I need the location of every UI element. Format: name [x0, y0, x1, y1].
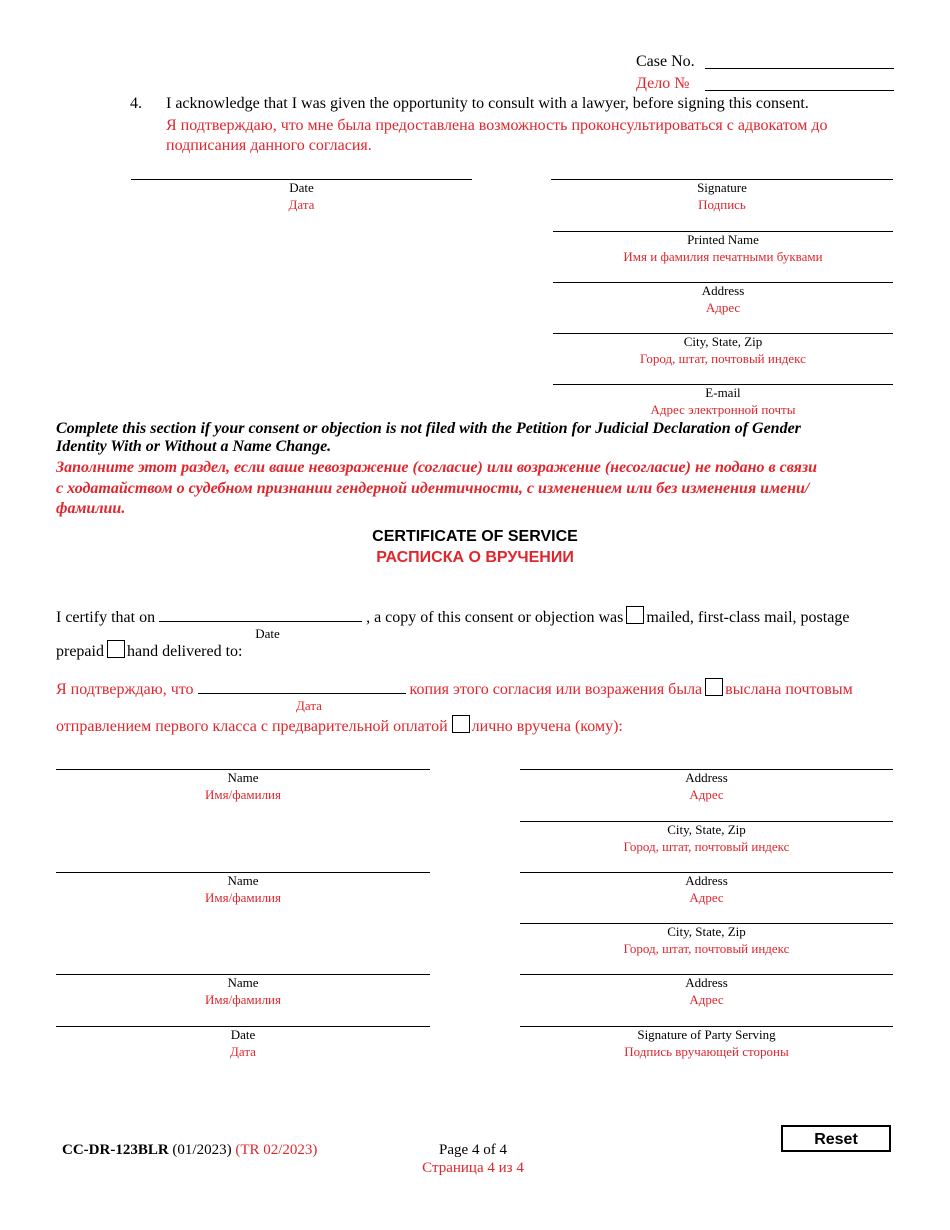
printed-name-field[interactable]	[553, 231, 893, 265]
served-city-caption-ru-2: Город, штат, почтовый индекс	[623, 940, 790, 956]
certify-text-5: hand delivered to:	[126, 643, 243, 660]
served-address-field-3[interactable]	[520, 974, 893, 1008]
party-serving-signature-caption-ru: Подпись вручающей стороны	[624, 1043, 789, 1059]
certify-line-ru-1	[56, 678, 853, 700]
date-field[interactable]	[131, 179, 472, 213]
certify-ru-text-4: отправлением первого класса с предварительной оплатой	[56, 718, 448, 735]
party-serving-signature-caption: Signature of Party Serving	[637, 1027, 776, 1042]
city-caption-ru: Город, штат, почтовый индекс	[640, 350, 806, 366]
signature-field[interactable]	[551, 179, 893, 213]
party-serving-signature-field[interactable]	[520, 1026, 893, 1060]
case-no-label: Case No.	[636, 53, 695, 70]
instruction-line-2: Identity With or Without a Name Change.	[56, 438, 332, 455]
served-city-field-2[interactable]	[520, 923, 893, 957]
certify-text-2: , a copy of this consent or objection was	[366, 609, 624, 626]
served-city-caption-1: City, State, Zip	[667, 822, 746, 837]
city-field[interactable]	[553, 333, 893, 367]
certify-ru-text-3: выслана почтовым	[725, 681, 853, 698]
certificate-title: CERTIFICATE OF SERVICE	[372, 528, 578, 545]
date-caption-ru: Дата	[288, 196, 315, 212]
item-4-number: 4.	[130, 95, 142, 112]
served-name-caption-ru-2: Имя/фамилия	[204, 889, 281, 905]
page-number-ru: Страница 4 из 4	[422, 1160, 524, 1176]
item-4-text-ru-1: Я подтверждаю, что мне была предоставлена возможность проконсультироваться с адвокатом до	[166, 117, 828, 134]
case-no-input-ru[interactable]	[705, 90, 894, 91]
served-address-caption-3: Address	[685, 975, 728, 990]
served-name-caption-2: Name	[227, 873, 259, 888]
service-date-input-ru[interactable]	[198, 679, 406, 694]
served-name-caption-3: Name	[227, 975, 259, 990]
certificate-title-ru: РАСПИСКА О ВРУЧЕНИИ	[376, 549, 574, 566]
service-date-caption-ru: Дата	[296, 698, 322, 713]
printed-name-caption: Printed Name	[687, 232, 759, 247]
city-caption: City, State, Zip	[683, 334, 763, 349]
service-date-field[interactable]	[56, 1026, 430, 1060]
certify-line-ru-2	[56, 715, 623, 737]
form-id-line	[62, 1140, 317, 1160]
served-address-caption-ru-3: Адрес	[689, 991, 724, 1007]
page-number: Page 4 of 4	[439, 1142, 507, 1158]
date-caption: Date	[289, 180, 314, 195]
item-4-text-ru-2: подписания данного согласия.	[166, 137, 372, 154]
certify-line-en-1	[56, 606, 849, 628]
instruction-line-1: Complete this section if your consent or objection is not filed with the Petition for Judicial Declaration of Gender	[56, 420, 801, 437]
printed-name-caption-ru: Имя и фамилия печатными буквами	[623, 248, 823, 264]
address-field[interactable]	[553, 282, 893, 316]
service-date-caption: Date	[255, 626, 280, 641]
served-address-caption-2: Address	[685, 873, 728, 888]
served-address-caption-1: Address	[685, 770, 728, 785]
served-address-field-1[interactable]	[520, 769, 893, 803]
service-date-field-caption: Date	[230, 1027, 256, 1042]
certify-ru-text-5: лично вручена (кому):	[471, 718, 623, 735]
email-field[interactable]	[553, 384, 893, 418]
certify-ru-text-2: копия этого согласия или возражения была	[409, 681, 703, 698]
hand-delivered-checkbox[interactable]	[107, 640, 125, 658]
certify-line-en-2	[56, 640, 243, 662]
served-name-field-2[interactable]	[56, 872, 430, 906]
served-name-field-3[interactable]	[56, 974, 430, 1008]
served-city-field-1[interactable]	[520, 821, 893, 855]
hand-delivered-checkbox-ru[interactable]	[452, 715, 470, 733]
form-id: CC-DR-123BLR	[62, 1142, 169, 1158]
service-date-field-caption-ru: Дата	[230, 1043, 256, 1059]
signature-caption-ru: Подпись	[698, 196, 746, 212]
instruction-ru-line-3: фамилии.	[56, 500, 126, 517]
certify-ru-text-1: Я подтверждаю, что	[56, 681, 194, 698]
served-city-caption-ru-1: Город, штат, почтовый индекс	[623, 838, 790, 854]
address-caption: Address	[701, 283, 745, 298]
certify-text-3: mailed, first-class mail, postage	[646, 609, 850, 626]
reset-button[interactable]: Reset	[781, 1125, 891, 1152]
service-date-input[interactable]	[159, 607, 362, 622]
certify-text-1: I certify that on	[56, 609, 156, 626]
case-no-label-ru: Дело №	[636, 75, 690, 92]
instruction-ru-line-1: Заполните этот раздел, если ваше невозражение (согласие) или возражение (несогласие) не подано в связи	[56, 459, 818, 476]
translation-date: (TR 02/2023)	[235, 1142, 318, 1158]
served-address-caption-ru-1: Адрес	[689, 786, 724, 802]
form-date: (01/2023)	[172, 1142, 232, 1158]
address-caption-ru: Адрес	[705, 299, 741, 315]
served-name-caption-ru-3: Имя/фамилия	[204, 991, 281, 1007]
served-name-caption-ru-1: Имя/фамилия	[204, 786, 281, 802]
email-caption-ru: Адрес электронной почты	[650, 401, 796, 417]
served-address-caption-ru-2: Адрес	[689, 889, 724, 905]
served-name-caption-1: Name	[227, 770, 259, 785]
served-name-field-1[interactable]	[56, 769, 430, 803]
signature-caption: Signature	[697, 180, 747, 195]
item-4-text: I acknowledge that I was given the opportunity to consult with a lawyer, before signing this consent.	[166, 95, 809, 112]
mailed-checkbox[interactable]	[626, 606, 644, 624]
email-caption: E-mail	[705, 385, 741, 400]
certify-text-4: prepaid	[56, 643, 104, 660]
case-no-input[interactable]	[705, 68, 894, 69]
served-address-field-2[interactable]	[520, 872, 893, 906]
served-city-caption-2: City, State, Zip	[667, 924, 746, 939]
mailed-checkbox-ru[interactable]	[705, 678, 723, 696]
instruction-ru-line-2: с ходатайством о судебном признании гендерной идентичности, с изменением или без изменения имени/	[56, 480, 810, 497]
